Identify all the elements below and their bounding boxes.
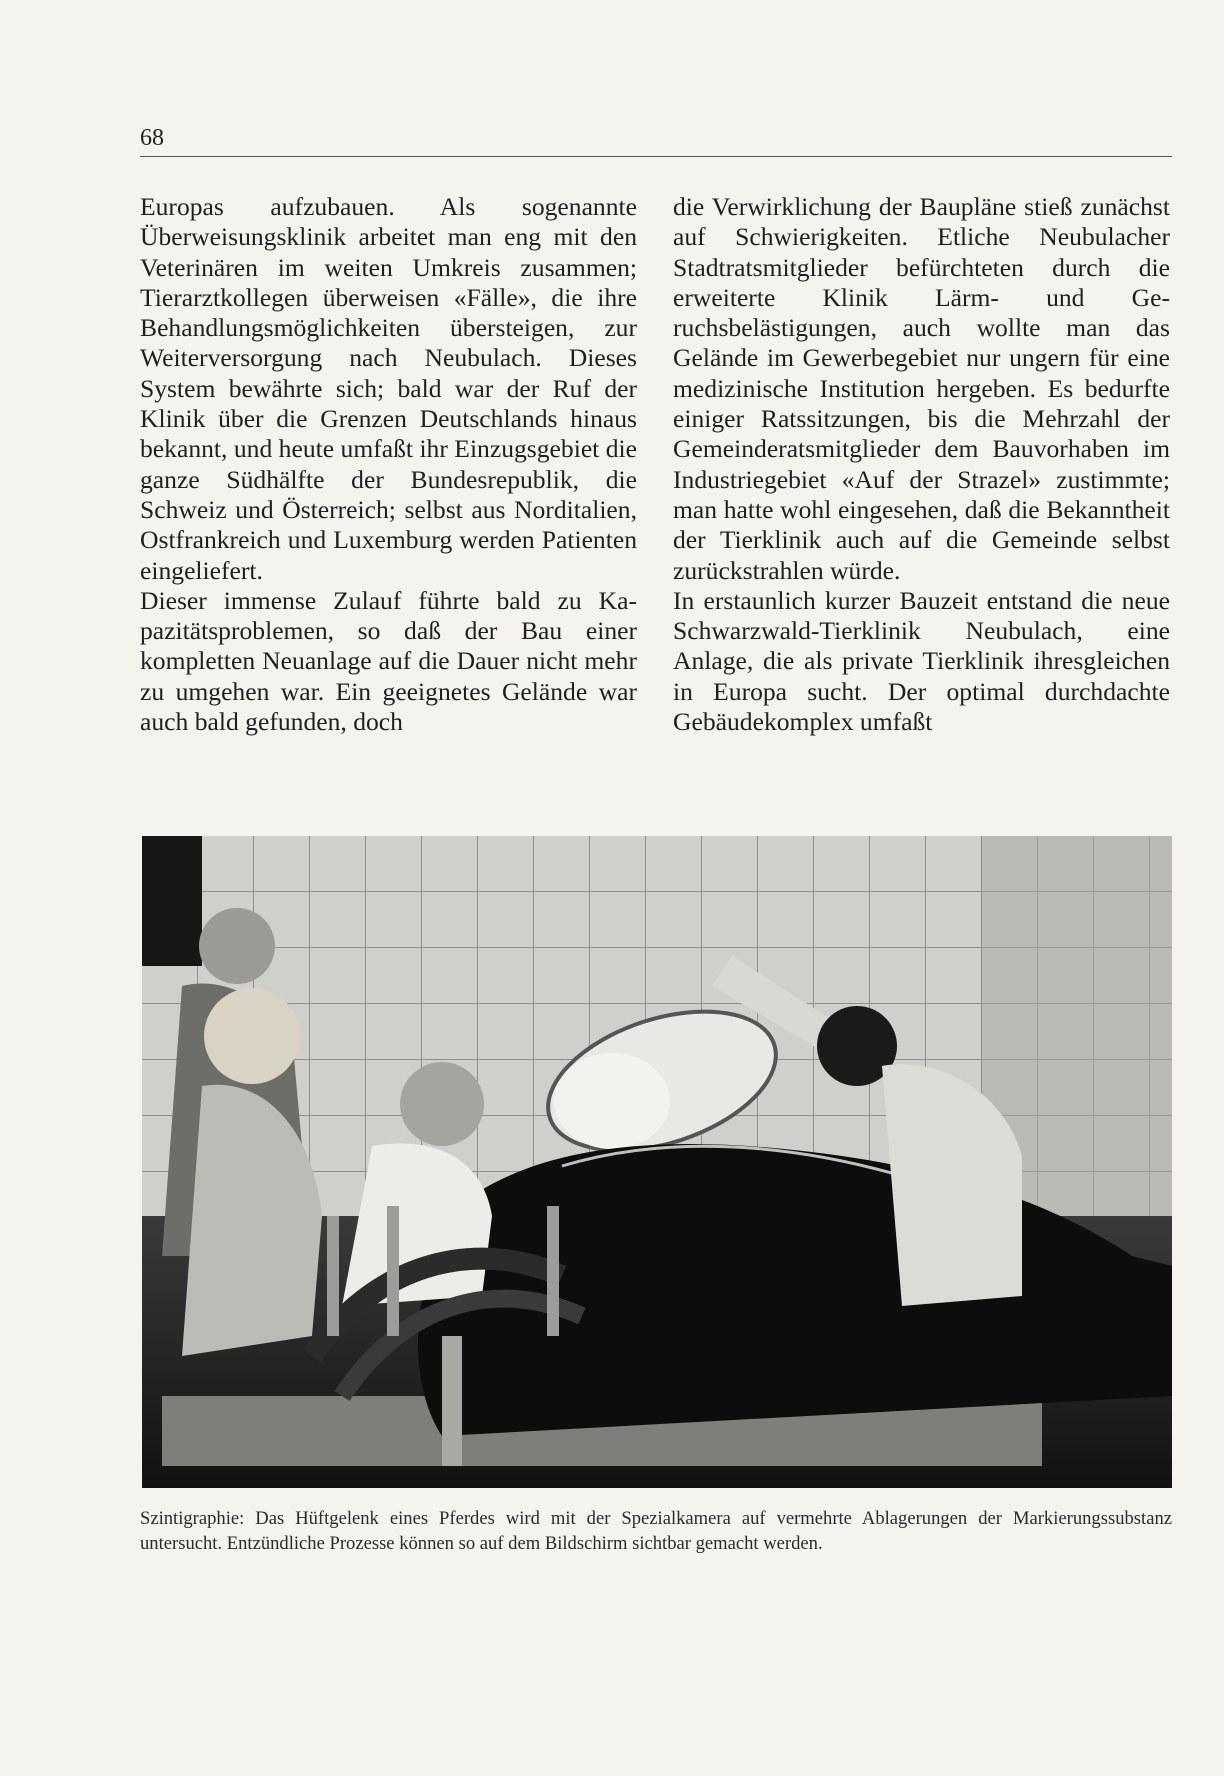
paragraph: Dieser immense Zulauf führte bald zu Kapazitätsproblemen, so daß der Bau einer kompletten Neuanlage auf die Dauer nicht mehr zu umgehen war. Ein geeignetes Gelände war auch bald gefunden, doch (140, 585, 637, 737)
paragraph: In erstaunlich kurzer Bauzeit entstand die neue Schwarzwald-Tierklinik Neubulach, eine Anlage, die als private Tierklinik ihresgleichen in Europa sucht. Der optimal durchdachte Gebäudekomplex umfaßt (673, 585, 1170, 737)
header-rule (140, 156, 1172, 157)
page-number: 68 (140, 125, 164, 151)
text-column-right (673, 192, 1170, 737)
paragraph: die Verwirklichung der Baupläne stieß zunächst auf Schwierigkeiten. Etliche Neubulacher Stadtratsmitglieder befürchteten durch die erweiterte Klinik Lärm- und Geruchsbelästigungen, auch wollte man das Gelände im Gewerbegebiet nur ungern für eine medizinische Institution hergeben. Es bedurfte einiger Ratssitzungen, bis die Mehrzahl der Gemeinderatsmitglieder dem Bauvorhaben im Industriegebiet «Auf der Strazel» zustimmte; man hatte wohl eingesehen, daß die Bekanntheit der Tierklinik auch auf die Gemeinde selbst zurückstrahlen würde. (673, 192, 1170, 585)
figure-caption: Szintigraphie: Das Hüftgelenk eines Pferdes wird mit der Spezialkamera auf vermehrte Ablagerungen der Markierungssubstanz untersucht. Entzündliche Prozesse können so auf dem Bildschirm sichtbar gemacht werden. (140, 1508, 1172, 1554)
paragraph: Europas aufzubauen. Als sogenannte Überweisungsklinik arbeitet man eng mit den Veterinären im weiten Umkreis zusammen; Tierarztkollegen überweisen «Fälle», die ihre Behandlungsmöglichkeiten übersteigen, zur Weiterversorgung nach Neubulach. Dieses System bewährte sich; bald war der Ruf der Klinik über die Grenzen Deutschlands hinaus bekannt, und heute umfaßt ihr Einzugsgebiet die ganze Südhälfte der Bundesrepublik, die Schweiz und Österreich; selbst aus Norditalien, Ostfrankreich und Luxemburg werden Patienten eingeliefert. (140, 192, 637, 585)
scintigraphy-photo (142, 836, 1172, 1488)
text-column-left (140, 192, 637, 737)
